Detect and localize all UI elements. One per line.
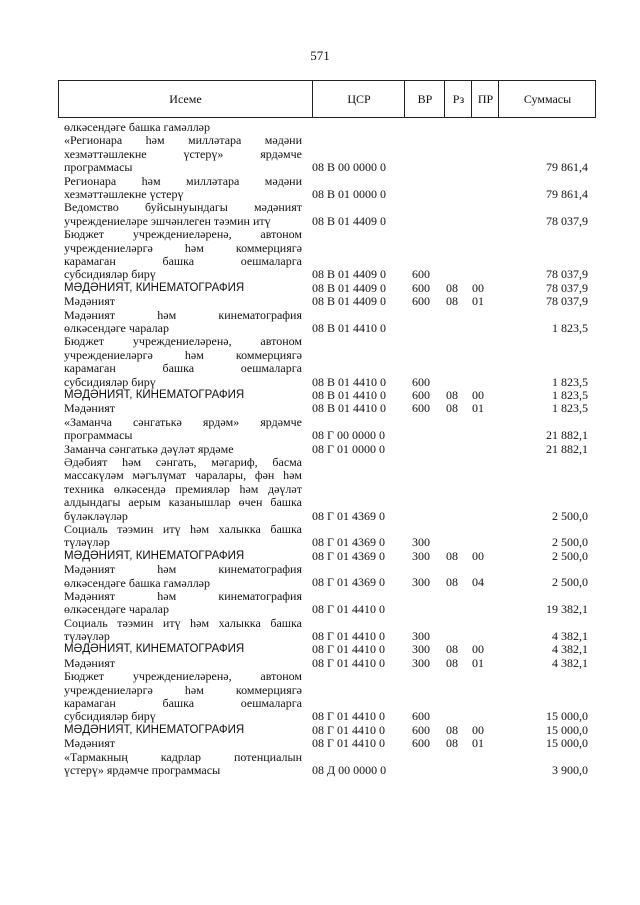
row-name	[64, 550, 302, 563]
row-name-line: МӘДӘНИЯТ, КИНЕМАТОГРАФИЯ	[64, 723, 245, 736]
row-name-line: Мәдәният һәм кинематография	[64, 588, 302, 603]
row-pr: 01	[472, 401, 484, 416]
row-pr: 00	[472, 280, 484, 295]
row-name-line: Әдәбият һәм сәнгать, мәгариф, басма	[64, 454, 302, 469]
row-name-line: программасы	[64, 428, 133, 443]
row-name-line: түләүләр	[64, 535, 110, 550]
row-sum: 1 823,5	[552, 401, 588, 416]
row-pr: 00	[472, 642, 484, 657]
row-csr: 08 Г 01 4410 0	[312, 629, 385, 644]
row-vr: 300	[412, 629, 430, 644]
row-sum: 21 882,1	[546, 441, 588, 456]
table-row	[0, 443, 640, 456]
table-row	[0, 523, 640, 550]
row-sum: 15 000,0	[546, 736, 588, 751]
row-name-line: субсидияләр бирү	[64, 709, 156, 724]
row-name-line: МӘДӘНИЯТ, КИНЕМАТОГРАФИЯ	[64, 388, 245, 401]
row-name-line: программасы	[64, 160, 133, 175]
row-name	[64, 617, 302, 644]
row-pr: 04	[472, 575, 484, 590]
row-name-line: өлкәсендәге башка гамәлләр	[64, 575, 211, 590]
row-name-line: массакүләм мәгълүмат чаралары, фән һәм	[64, 468, 302, 483]
row-vr: 600	[412, 294, 430, 309]
row-csr: 08 Г 01 4369 0	[312, 575, 385, 590]
table-row	[0, 228, 640, 282]
table-row	[0, 563, 640, 590]
row-name-line: Бюджет учреждениеләренә, автоном	[64, 227, 302, 242]
row-name	[64, 335, 302, 389]
row-name	[64, 295, 302, 308]
row-sum: 78 037,9	[546, 294, 588, 309]
table-row	[0, 670, 640, 724]
table-row	[0, 550, 640, 563]
header-name: Исеме	[169, 92, 202, 106]
table-row	[0, 617, 640, 644]
table-row	[0, 389, 640, 402]
row-name-line: алдындагы аерым казанышлар өчен башка	[64, 495, 302, 510]
row-vr: 300	[412, 655, 430, 670]
header-csr: ЦСР	[312, 81, 405, 117]
row-sum: 2 500,0	[552, 535, 588, 550]
row-rz: 08	[446, 280, 458, 295]
row-name-line: Социаль тәэмин итү һәм халыкка башка	[64, 521, 302, 536]
row-vr: 300	[412, 535, 430, 550]
row-name-line: учреждениеләргә һәм коммерциягә	[64, 347, 302, 362]
row-name	[64, 643, 302, 656]
row-sum: 2 500,0	[552, 575, 588, 590]
row-name	[64, 523, 302, 550]
row-sum: 21 882,1	[546, 428, 588, 443]
row-name	[64, 737, 302, 750]
row-csr: 08 Г 01 4369 0	[312, 508, 385, 523]
row-name	[64, 134, 302, 174]
row-name-line: хезмәттәшлекне үстерү» ярдәмче	[64, 146, 302, 161]
row-csr: 08 В 00 0000 0	[312, 160, 387, 175]
row-sum: 4 382,1	[552, 655, 588, 670]
row-csr: 08 Г 01 4410 0	[312, 722, 385, 737]
row-vr: 600	[412, 736, 430, 751]
row-sum: 15 000,0	[546, 709, 588, 724]
row-rz: 08	[446, 401, 458, 416]
row-name-line: бүләкләүләр	[64, 508, 128, 523]
table-row	[0, 590, 640, 617]
row-name-line: учреждениеләре эшчәнлеген тәэмин итү	[64, 213, 271, 228]
table-row	[0, 724, 640, 737]
row-rz: 08	[446, 387, 458, 402]
row-rz: 08	[446, 722, 458, 737]
row-sum: 1 823,5	[552, 387, 588, 402]
row-name-line: хезмәттәшлекне үстерү	[64, 186, 184, 201]
row-pr: 00	[472, 722, 484, 737]
row-name	[64, 456, 302, 523]
row-name-line: Мәдәният	[64, 401, 116, 416]
row-csr: 08 Г 01 4369 0	[312, 548, 385, 563]
row-name	[64, 657, 302, 670]
row-rz: 08	[446, 575, 458, 590]
page-number: 571	[310, 48, 330, 63]
row-csr: 08 Г 01 4410 0	[312, 655, 385, 670]
row-csr: 08 В 01 4410 0	[312, 387, 387, 402]
row-name	[64, 201, 302, 228]
row-csr: 08 Г 00 0000 0	[312, 428, 385, 443]
row-sum: 78 037,9	[546, 213, 588, 228]
row-name-line: өлкәсендәге чаралар	[64, 320, 169, 335]
row-name	[64, 751, 302, 778]
table-row	[0, 737, 640, 750]
row-name-line: субсидияләр бирү	[64, 267, 156, 282]
row-sum: 15 000,0	[546, 722, 588, 737]
row-csr: 08 В 01 4409 0	[312, 280, 387, 295]
table-row	[0, 309, 640, 336]
row-csr: 08 Г 01 0000 0	[312, 441, 385, 456]
row-name-line: Социаль тәэмин итү һәм халыкка башка	[64, 615, 302, 630]
row-pr: 01	[472, 736, 484, 751]
table-row	[0, 201, 640, 228]
table-row	[0, 456, 640, 523]
table-row	[0, 121, 640, 134]
row-rz: 08	[446, 736, 458, 751]
row-csr: 08 Г 01 4410 0	[312, 736, 385, 751]
row-pr: 00	[472, 548, 484, 563]
row-vr: 600	[412, 387, 430, 402]
row-name	[64, 670, 302, 724]
row-csr: 08 В 01 4409 0	[312, 294, 387, 309]
row-csr: 08 Г 01 4410 0	[312, 602, 385, 617]
row-csr: 08 В 01 0000 0	[312, 186, 387, 201]
row-csr: 08 В 01 4409 0	[312, 213, 387, 228]
row-name-line: Мәдәният	[64, 655, 116, 670]
row-csr: 08 В 01 4410 0	[312, 320, 387, 335]
header-vr: ВР	[404, 81, 445, 117]
row-name-line: Бюджет учреждениеләренә, автоном	[64, 669, 302, 684]
row-sum: 3 900,0	[552, 763, 588, 778]
row-sum: 4 382,1	[552, 642, 588, 657]
table-body	[0, 121, 640, 777]
row-name-line: карамаган башка оешмаларга	[64, 253, 302, 268]
row-csr: 08 Д 00 0000 0	[312, 763, 387, 778]
row-csr: 08 Г 01 4410 0	[312, 642, 385, 657]
row-name-line: өлкәсендәге башка гамәлләр	[64, 120, 211, 134]
row-pr: 00	[472, 387, 484, 402]
row-name	[64, 563, 302, 590]
row-vr: 600	[412, 401, 430, 416]
row-pr: 01	[472, 294, 484, 309]
row-name-line: учреждениеләргә һәм коммерциягә	[64, 682, 302, 697]
row-vr: 600	[412, 280, 430, 295]
row-pr: 01	[472, 655, 484, 670]
row-vr: 300	[412, 642, 430, 657]
row-name-line: карамаган башка оешмаларга	[64, 696, 302, 711]
table-row	[0, 282, 640, 295]
row-vr: 600	[412, 722, 430, 737]
table-row	[0, 657, 640, 670]
header-sum: Суммасы	[498, 81, 596, 117]
row-csr: 08 Г 01 4369 0	[312, 535, 385, 550]
row-rz: 08	[446, 655, 458, 670]
row-name-line: Мәдәният	[64, 736, 116, 751]
row-csr: 08 Г 01 4410 0	[312, 709, 385, 724]
row-sum: 4 382,1	[552, 629, 588, 644]
row-name	[64, 416, 302, 443]
row-name	[64, 590, 302, 617]
row-name-line: Мәдәният һәм кинематография	[64, 562, 302, 577]
row-csr: 08 В 01 4409 0	[312, 267, 387, 282]
row-rz: 08	[446, 294, 458, 309]
row-name	[64, 228, 302, 282]
table-row	[0, 751, 640, 778]
row-vr: 600	[412, 374, 430, 389]
row-name-line: өлкәсендәге чаралар	[64, 602, 169, 617]
table-row	[0, 402, 640, 415]
row-name	[64, 282, 302, 295]
row-name	[64, 402, 302, 415]
row-vr: 300	[412, 575, 430, 590]
row-name-line: субсидияләр бирү	[64, 374, 156, 389]
row-sum: 78 037,9	[546, 267, 588, 282]
row-name	[64, 443, 302, 456]
row-name-line: МӘДӘНИЯТ, КИНЕМАТОГРАФИЯ	[64, 549, 245, 562]
row-sum: 78 037,9	[546, 280, 588, 295]
row-name-line: Заманча сәнгатькә дәүләт ярдәме	[64, 441, 234, 456]
row-name	[64, 389, 302, 402]
row-name-line: МӘДӘНИЯТ, КИНЕМАТОГРАФИЯ	[64, 281, 245, 294]
row-sum: 19 382,1	[546, 602, 588, 617]
table-row	[0, 134, 640, 174]
row-name-line: Ведомство буйсынуындагы мәдәният	[64, 200, 302, 215]
row-vr: 600	[412, 267, 430, 282]
table-row	[0, 335, 640, 389]
row-name-line: Мәдәният һәм кинематография	[64, 307, 302, 322]
table-header	[58, 80, 596, 118]
table-row	[0, 175, 640, 202]
row-sum: 1 823,5	[552, 320, 588, 335]
row-sum: 79 861,4	[546, 186, 588, 201]
row-name	[64, 724, 302, 737]
table-row	[0, 295, 640, 308]
row-name-line: «Регионара һәм милләтара мәдәни	[64, 133, 302, 148]
row-sum: 79 861,4	[546, 160, 588, 175]
row-name-line: үстерү» ярдәмче программасы	[64, 763, 221, 778]
row-vr: 600	[412, 709, 430, 724]
table-row	[0, 416, 640, 443]
header-pr: ПР	[471, 81, 499, 117]
row-name-line: техника өлкәсендә премияләр һәм дәүләт	[64, 481, 302, 496]
row-name-line: Мәдәният	[64, 294, 116, 309]
row-name-line: түләүләр	[64, 629, 110, 644]
row-sum: 2 500,0	[552, 548, 588, 563]
row-name	[64, 121, 302, 134]
row-sum: 1 823,5	[552, 374, 588, 389]
row-name-line: «Тармакның кадрлар потенциалын	[64, 749, 302, 764]
row-csr: 08 В 01 4410 0	[312, 374, 387, 389]
row-name	[64, 175, 302, 202]
row-name-line: «Заманча сәнгатькә ярдәм» ярдәмче	[64, 414, 302, 429]
row-sum: 2 500,0	[552, 508, 588, 523]
table-row	[0, 643, 640, 656]
row-name-line: Регионара һәм милләтара мәдәни	[64, 173, 302, 188]
row-vr: 300	[412, 548, 430, 563]
row-name-line: карамаган башка оешмаларга	[64, 361, 302, 376]
row-name-line: Бюджет учреждениеләренә, автоном	[64, 334, 302, 349]
row-csr: 08 В 01 4410 0	[312, 401, 387, 416]
row-name-line: МӘДӘНИЯТ, КИНЕМАТОГРАФИЯ	[64, 643, 245, 656]
row-rz: 08	[446, 642, 458, 657]
row-name-line: учреждениеләргә һәм коммерциягә	[64, 240, 302, 255]
header-rz: Рз	[444, 81, 472, 117]
row-name	[64, 309, 302, 336]
row-rz: 08	[446, 548, 458, 563]
